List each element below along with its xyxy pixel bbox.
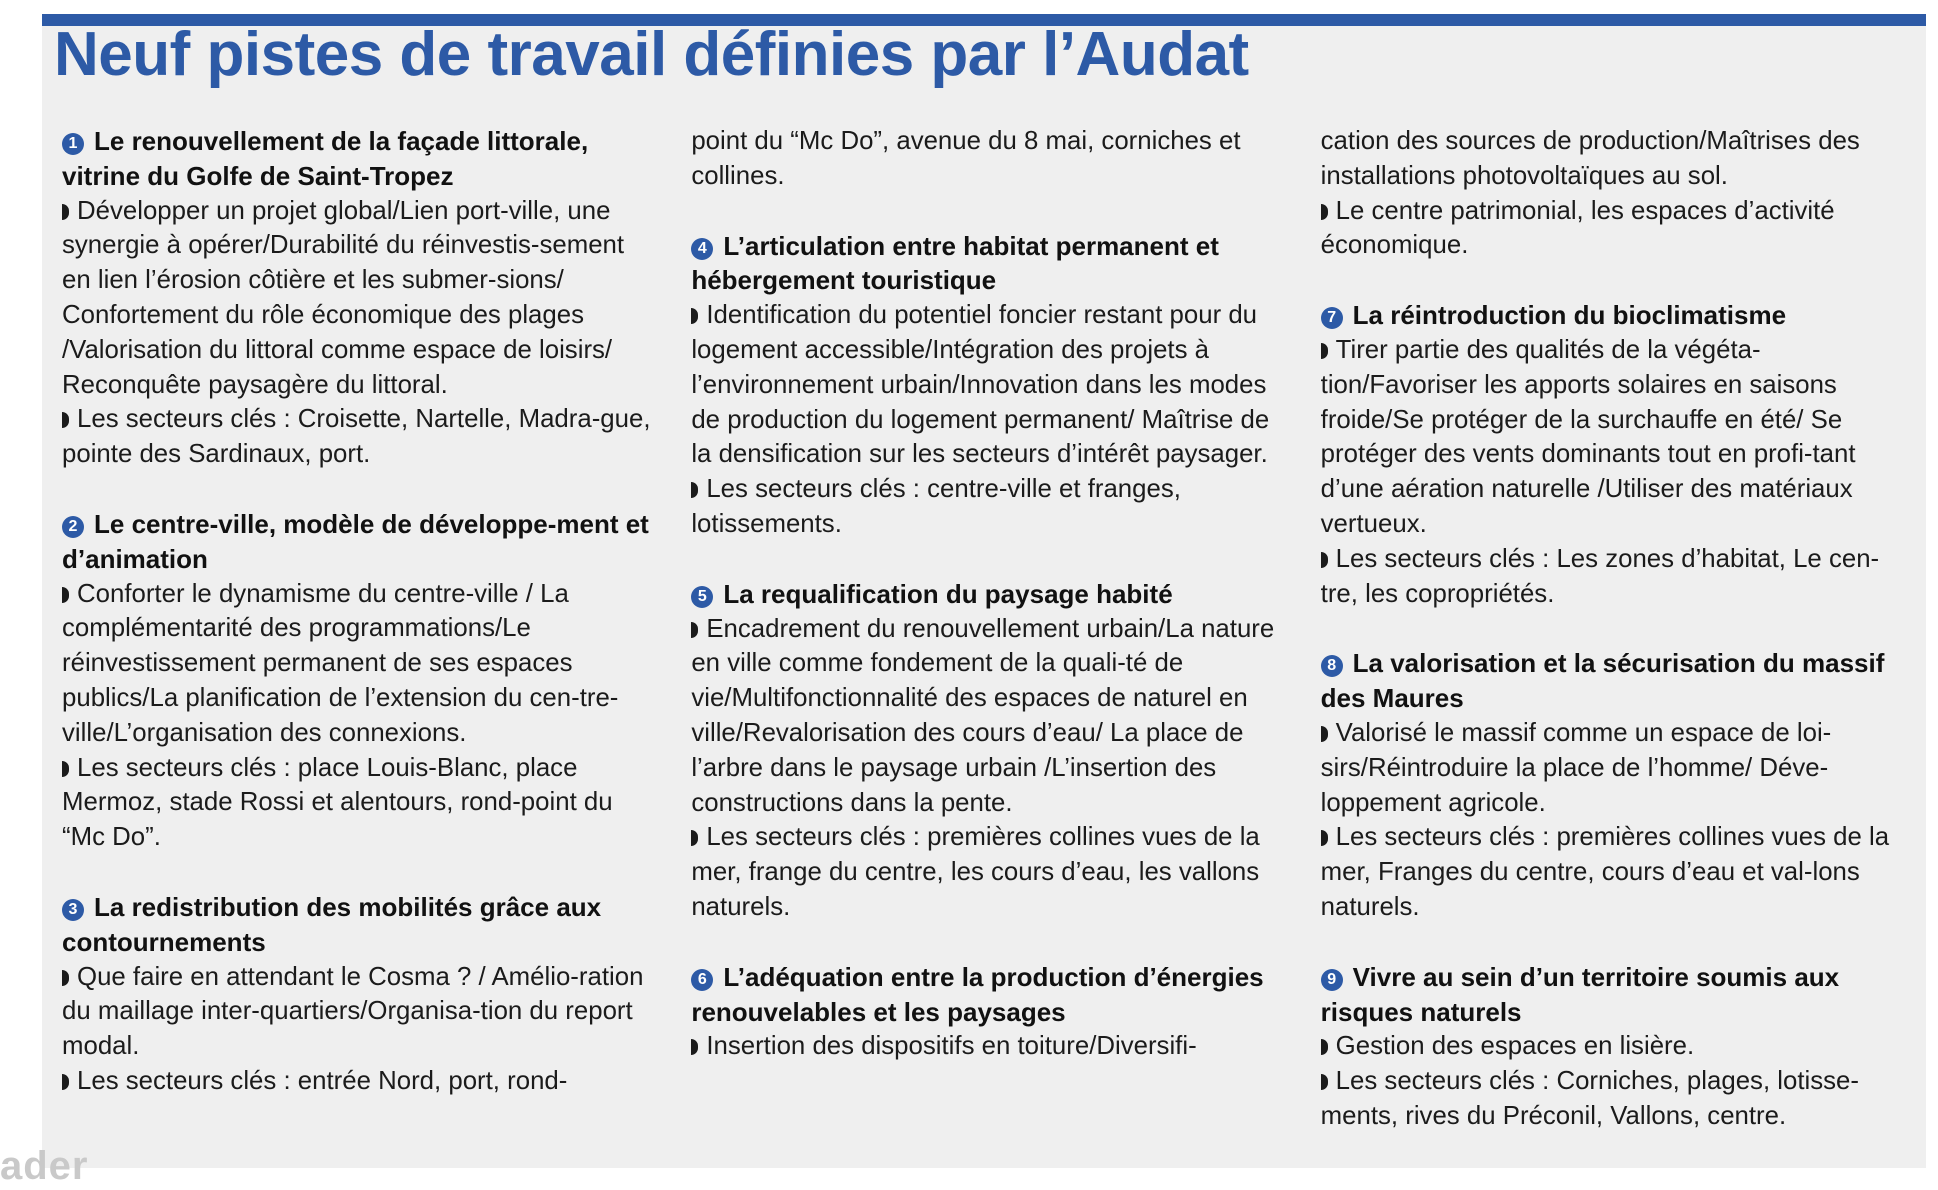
bullet-paragraph — [1321, 716, 1912, 820]
section-spacer — [1321, 925, 1912, 960]
bullet-paragraph — [691, 1029, 1282, 1064]
section-title-text: La réintroduction du bioclimatisme — [1352, 300, 1787, 331]
bullet-marker-icon — [62, 970, 69, 986]
paragraph-text: Tirer partie des qualités de la végéta-tion/Favoriser les apports solaires en saisons froide/Se protéger de la surchauffe en été/ Se protéger des vents dominants tout en profi-tant d’une aération naturelle /Utiliser des matériaux vertueux. — [1320, 335, 1856, 538]
paragraph-text: Les secteurs clés : premières collines vues de la mer, frange du centre, les cours d’eau, les vallons naturels. — [691, 823, 1260, 921]
watermark-text: ader — [0, 1144, 89, 1188]
paragraph-text: Insertion des dispositifs en toiture/Diversifi- — [706, 1032, 1197, 1061]
paragraph-text: Les secteurs clés : Les zones d’habitat, Le cen-tre, les copropriétés. — [1320, 544, 1880, 608]
section-spacer — [691, 925, 1282, 960]
section-number-badge: 4 — [691, 238, 713, 260]
bullet-marker-icon — [691, 830, 698, 846]
section-title-text: L’articulation entre habitat permanent et hébergement touristique — [691, 230, 1219, 296]
bullet-marker-icon — [62, 412, 69, 428]
section-spacer — [691, 194, 1282, 229]
column-2 — [691, 124, 1282, 1134]
section-title — [62, 507, 653, 577]
column-3 — [1321, 124, 1912, 1134]
bullet-paragraph — [691, 472, 1282, 542]
bullet-paragraph — [62, 194, 653, 403]
section-title-text: Le centre-ville, modèle de développe-ment et d’animation — [62, 508, 649, 574]
paragraph-text: point du “Mc Do”, avenue du 8 mai, corniches et collines. — [691, 127, 1241, 190]
bullet-marker-icon — [1321, 343, 1328, 359]
bullet-marker-icon — [1321, 830, 1328, 846]
paragraph-text: Gestion des espaces en lisière. — [1335, 1032, 1695, 1061]
section-title-text: L’adéquation entre la production d’énergies renouvelables et les paysages — [691, 961, 1264, 1027]
section-number-badge: 9 — [1321, 969, 1343, 991]
paragraph-text: cation des sources de production/Maîtrises des installations photovoltaïques au sol. — [1320, 127, 1860, 190]
section-title — [691, 577, 1282, 612]
bullet-marker-icon — [691, 1039, 698, 1055]
paragraph-text: Conforter le dynamisme du centre-ville / La complémentarité des programmations/Le réinvestissement permanent de ses espaces publics/La planification de l’extension du cen-tre-ville/L’organisation des connexions. — [62, 579, 619, 747]
paragraph-text: Les secteurs clés : Croisette, Nartelle, Madra-gue, pointe des Sardinaux, port. — [62, 405, 651, 469]
paragraph-text: Encadrement du renouvellement urbain/La nature en ville comme fondement de la quali-té de vie/Multifonctionnalité des espaces de naturel en ville/Revalorisation des cours d’eau/ La place de l’arbre dans le paysage urbain /L’insertion des constructions dans la pente. — [691, 614, 1275, 817]
section-title-text: Le renouvellement de la façade littorale, vitrine du Golfe de Saint-Tropez — [62, 126, 589, 191]
bullet-marker-icon — [1321, 1039, 1328, 1055]
paragraph-text: Les secteurs clés : Corniches, plages, lotisse-ments, rives du Préconil, Vallons, centre. — [1320, 1067, 1859, 1130]
paragraph-text: Que faire en attendant le Cosma ? / Amélio-ration du maillage inter-quartiers/Organisa-tion du report modal. — [62, 962, 644, 1061]
paragraph-text: Les secteurs clés : entrée Nord, port, rond- — [77, 1066, 568, 1095]
bullet-marker-icon — [62, 1074, 69, 1090]
bullet-paragraph — [1321, 1029, 1912, 1064]
section-title-text: La redistribution des mobilités grâce aux contournements — [62, 891, 602, 957]
section-title — [691, 960, 1282, 1030]
bullet-marker-icon — [1321, 204, 1328, 220]
continued-paragraph — [1321, 124, 1912, 194]
bullet-marker-icon — [62, 204, 69, 220]
bullet-paragraph — [62, 751, 653, 855]
section-spacer — [1321, 611, 1912, 646]
bullet-marker-icon — [691, 308, 698, 324]
continued-paragraph — [691, 124, 1282, 194]
bullet-paragraph — [691, 820, 1282, 924]
section-number-badge: 1 — [62, 133, 84, 155]
bullet-marker-icon — [691, 482, 698, 498]
bullet-marker-icon — [62, 587, 69, 603]
paragraph-text: Valorisé le massif comme un espace de loi-sirs/Réintroduire la place de l’homme/ Déve-loppement agricole. — [1320, 718, 1832, 817]
bullet-paragraph — [1321, 333, 1912, 542]
bullet-paragraph — [1321, 820, 1912, 924]
article-headline: Neuf pistes de travail définies par l’Audat — [54, 20, 1249, 89]
bullet-paragraph — [691, 298, 1282, 472]
section-title-text: La requalification du paysage habité — [723, 578, 1173, 609]
section-spacer — [62, 855, 653, 890]
section-number-badge: 3 — [62, 899, 84, 921]
paragraph-text: Les secteurs clés : centre-ville et franges, lotissements. — [691, 475, 1181, 538]
section-title — [62, 890, 653, 960]
paragraph-text: Développer un projet global/Lien port-ville, une synergie à opérer/Durabilité du réinvestis-sement en lien l’érosion côtière et les submer-sions/ Confortement du rôle économique des plages /Valorisation du littoral comme espace de loisirs/ Reconquête paysagère du littoral. — [62, 196, 625, 399]
section-title-text: Vivre au sein d’un territoire soumis aux risques naturels — [1320, 961, 1840, 1027]
bullet-paragraph — [1321, 1064, 1912, 1134]
bullet-marker-icon — [1321, 552, 1328, 568]
section-title — [1321, 646, 1912, 716]
article-columns — [62, 124, 1912, 1134]
section-spacer — [62, 472, 653, 507]
bullet-marker-icon — [62, 761, 69, 777]
section-title — [62, 124, 653, 194]
bullet-paragraph — [1321, 542, 1912, 612]
bullet-paragraph — [62, 1064, 653, 1099]
section-spacer — [1321, 263, 1912, 298]
section-title — [1321, 298, 1912, 333]
section-number-badge: 2 — [62, 516, 84, 538]
bullet-paragraph — [62, 577, 653, 751]
section-title — [1321, 960, 1912, 1030]
section-number-badge: 7 — [1321, 307, 1343, 329]
bullet-paragraph — [691, 612, 1282, 821]
section-title-text: La valorisation et la sécurisation du massif des Maures — [1320, 648, 1885, 714]
bullet-marker-icon — [1321, 1074, 1328, 1090]
paragraph-text: Identification du potentiel foncier restant pour du logement accessible/Intégration des projets à l’environnement urbain/Innovation dans les modes de production du logement permanent/ Maîtrise de la densification sur les secteurs d’intérêt paysager. — [691, 301, 1270, 469]
paragraph-text: Les secteurs clés : premières collines vues de la mer, Franges du centre, cours d’eau et val-lons naturels. — [1320, 823, 1890, 921]
paragraph-text: Les secteurs clés : place Louis-Blanc, place Mermoz, stade Rossi et alentours, rond-point du “Mc Do”. — [62, 753, 613, 852]
column-1 — [62, 124, 653, 1134]
section-number-badge: 8 — [1321, 655, 1343, 677]
section-number-badge: 6 — [691, 969, 713, 991]
bullet-paragraph — [62, 960, 653, 1064]
bullet-paragraph — [1321, 194, 1912, 264]
bullet-paragraph — [62, 402, 653, 472]
section-title — [691, 229, 1282, 299]
paragraph-text: Le centre patrimonial, les espaces d’activité économique. — [1320, 196, 1835, 260]
section-number-badge: 5 — [691, 586, 713, 608]
bullet-marker-icon — [691, 622, 698, 638]
section-spacer — [691, 542, 1282, 577]
bullet-marker-icon — [1321, 726, 1328, 742]
